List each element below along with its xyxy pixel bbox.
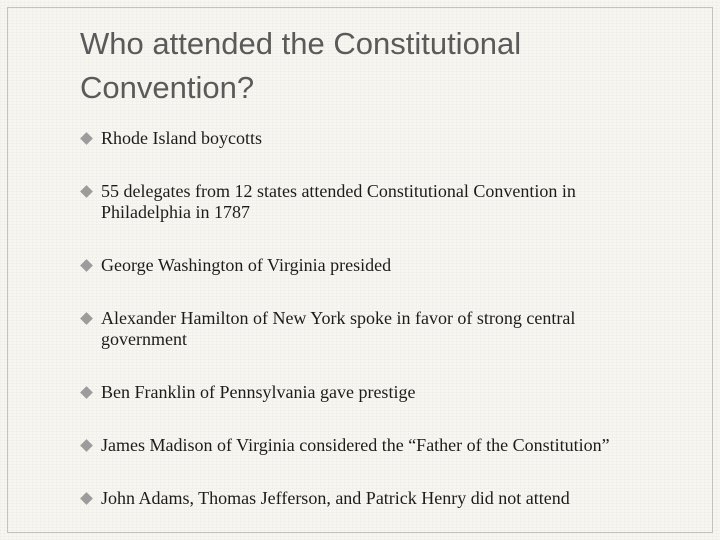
bullet-text: Rhode Island boycotts — [101, 128, 262, 148]
bullet-item — [80, 308, 660, 350]
bullet-text: 55 delegates from 12 states attended Constitutional Convention in Philadelphia in 1787 — [101, 181, 576, 222]
bullet-text: Ben Franklin of Pennsylvania gave prestige — [101, 382, 416, 402]
diamond-bullet-icon — [80, 386, 93, 399]
bullet-item — [80, 488, 660, 509]
bullet-item — [80, 128, 660, 149]
diamond-bullet-icon — [80, 185, 93, 198]
diamond-bullet-icon — [80, 259, 93, 272]
bullet-item — [80, 435, 660, 456]
bullet-text: James Madison of Virginia considered the “Father of the Constitution” — [101, 435, 610, 455]
diamond-bullet-icon — [80, 492, 93, 505]
bullet-text: George Washington of Virginia presided — [101, 255, 392, 275]
bullet-text: Alexander Hamilton of New York spoke in favor of strong central government — [101, 308, 576, 349]
diamond-bullet-icon — [80, 132, 93, 145]
bullet-item — [80, 382, 660, 403]
bullet-item — [80, 181, 660, 223]
bullet-list — [80, 128, 660, 509]
diamond-bullet-icon — [80, 439, 93, 452]
bullet-text: John Adams, Thomas Jefferson, and Patrick Henry did not attend — [101, 488, 570, 508]
slide-title: Who attended the Constitutional Convention? — [80, 26, 522, 105]
diamond-bullet-icon — [80, 312, 93, 325]
bullet-item — [80, 255, 660, 276]
